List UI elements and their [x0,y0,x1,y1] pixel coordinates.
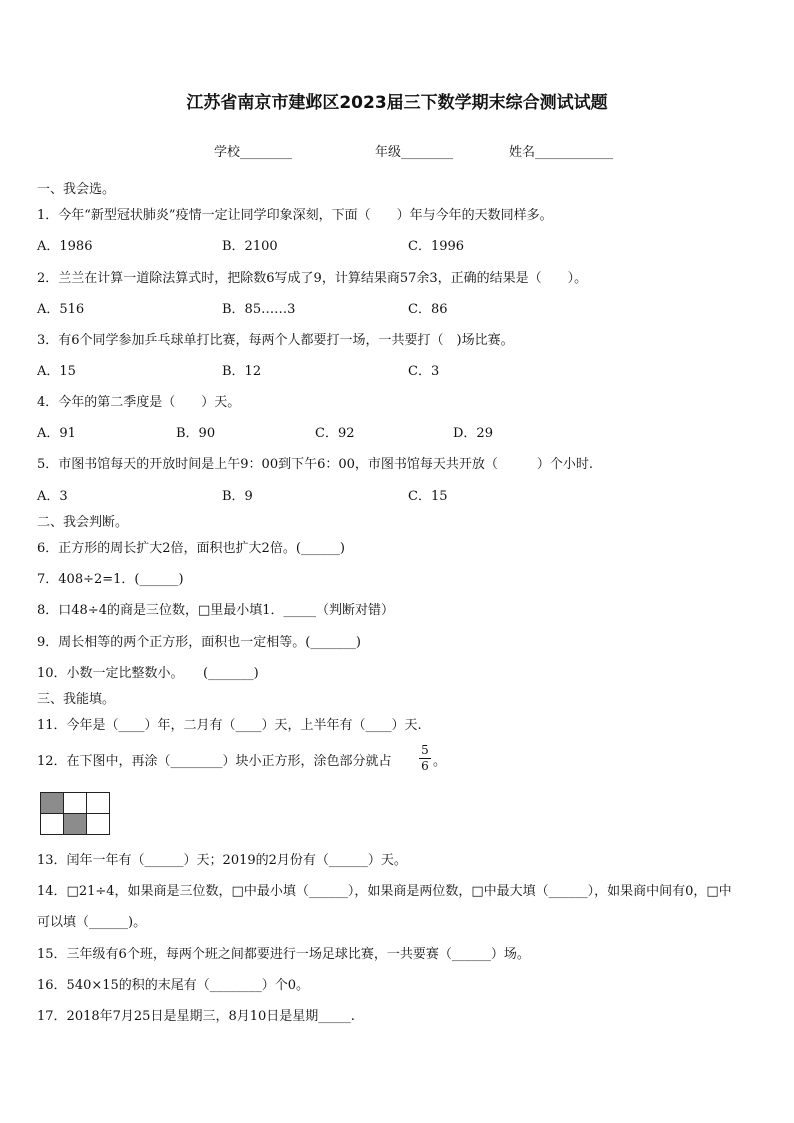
question-5: 5．市图书馆每天的开放时间是上午9：00到下午6：00，市图书馆每天共开放（ ）个小时. [37,457,594,472]
fraction-denominator: 6 [421,759,429,773]
q2-option-b: B．85……3 [222,302,296,317]
page-title: 江苏省南京市建邺区2023届三下数学期末综合测试试题 [186,93,608,113]
fraction-five-sixths [419,743,431,774]
q5-option-b: B．9 [222,489,253,504]
q4-option-a: A．91 [37,426,76,441]
q2-option-a: A．516 [37,302,85,317]
question-14: 14．□21÷4，如果商是三位数，□中最小填（______），如果商是两位数，□中最大填（______），如果商中间有0，□中 [37,884,732,899]
question-1: 1．今年“新型冠状肺炎”疫情一定让同学印象深刻，下面（ ）年与今年的天数同样多。 [37,208,553,223]
question-11: 11．今年是（____）年，二月有（____）天，上半年有（____）天. [37,718,422,733]
q4-option-b: B．90 [176,426,216,441]
q3-option-a: A．15 [37,364,76,379]
q1-option-b: B．2100 [222,239,278,254]
grid-cell [64,814,87,835]
fraction-numerator: 5 [421,743,429,757]
grade-field: 年级________ [375,145,454,160]
question-10: 10．小数一定比整数小。 (_______) [37,666,259,681]
q3-option-b: B．12 [222,364,262,379]
name-field: 姓名____________ [509,145,614,160]
question-13: 13．闰年一年有（______）天；2019的2月份有（______）天。 [37,853,407,868]
q1-option-c: C．1996 [408,239,465,254]
q2-option-c: C．86 [408,302,448,317]
question-4: 4．今年的第二季度是（ ）天。 [37,395,241,410]
q4-option-d: D．29 [453,426,493,441]
square-grid-figure [40,792,110,835]
question-15: 15．三年级有6个班，每两个班之间都要进行一场足球比赛，一共要赛（______）场。 [37,947,530,962]
grid-cell [64,793,87,814]
school-field: 学校________ [214,145,293,160]
grid-cell [41,814,64,835]
question-2: 2．兰兰在计算一道除法算式时，把除数6写成了9，计算结果商57余3，正确的结果是（ ）。 [37,271,588,286]
question-17: 17．2018年7月25日是星期三，8月10日是星期_____. [37,1009,355,1024]
grid-cell [87,814,110,835]
section-heading-judge: 二、我会判断。 [37,515,129,530]
section-heading-fill: 三、我能填。 [37,692,116,707]
question-12-tail: 。 [433,754,447,769]
grid-cell [87,793,110,814]
question-9: 9．周长相等的两个正方形，面积也一定相等。(_______) [37,635,361,650]
question-14-continued: 可以填（______)。 [37,915,147,930]
q5-option-c: C．15 [408,489,448,504]
grid-cell [41,793,64,814]
question-3: 3．有6个同学参加乒乓球单打比赛，每两个人都要打一场，一共要打（ )场比赛。 [37,333,514,348]
question-7: 7．408÷2=1．(______) [37,572,184,587]
q3-option-c: C．3 [408,364,440,379]
question-8: 8．口48÷4的商是三位数，□里最小填1．_____（判断对错） [37,603,395,618]
question-6: 6．正方形的周长扩大2倍，面积也扩大2倍。(______) [37,541,345,556]
section-heading-choice: 一、我会选。 [37,182,116,197]
q5-option-a: A．3 [37,489,68,504]
question-16: 16．540×15的积的末尾有（________）个0。 [37,978,310,993]
q1-option-a: A．1986 [37,239,93,254]
q4-option-c: C．92 [315,426,355,441]
question-12: 12．在下图中，再涂（________）块小正方形，涂色部分就占 [37,754,392,769]
